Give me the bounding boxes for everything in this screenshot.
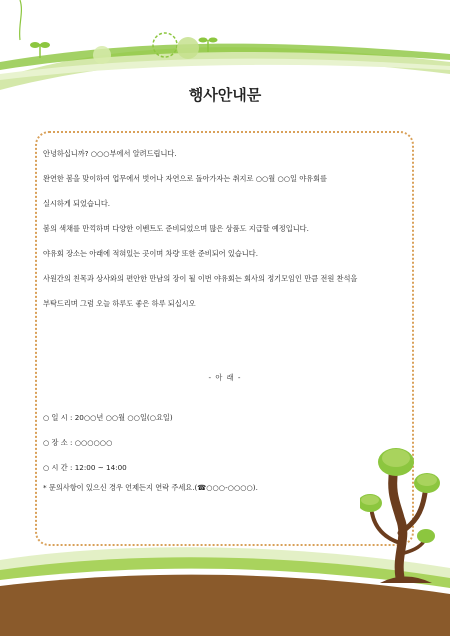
detail-time: ○ 시 간 : 12:00 ~ 14:00: [43, 463, 127, 472]
paragraph: 안녕하십니까? ○○○부에서 알려드립니다.: [43, 149, 177, 158]
circle-decoration: [177, 37, 199, 59]
paragraph: 부탁드리며 그럼 오늘 하루도 좋은 하루 되십시오: [43, 299, 196, 308]
paragraph: 봄의 색채를 만끽하며 다양한 이벤트도 준비되었으며 많은 상품도 지급할 예정입니다.: [43, 224, 309, 233]
circle-decoration: [93, 46, 111, 64]
contact-note: * 문의사항이 있으신 경우 언제든지 연락 주세요.(☎○○○-○○○○).: [43, 483, 258, 492]
notice-heading: - 아 래 -: [208, 373, 242, 382]
tree-illustration: [360, 438, 450, 588]
paragraph: 실시하게 되었습니다.: [43, 199, 111, 208]
body-text: [43, 141, 403, 316]
paragraph: 야유회 장소는 아래에 적혀있는 곳이며 차량 또한 준비되어 있습니다.: [43, 249, 258, 258]
paragraph: 완연한 봄을 맞이하여 업무에서 벗어나 자연으로 돌아가자는 취지로 ○○월 ○○일 야유회를: [43, 174, 328, 183]
detail-place: ○ 장 소 : ○○○○○○: [43, 438, 113, 447]
event-details: [43, 405, 173, 480]
paragraph: 사원간의 친목과 상사와의 편안한 만남의 장이 될 이번 야유회는 회사의 정기모임인 만큼 전원 찬석을: [43, 274, 358, 283]
detail-date: ○ 일 시 : 20○○년 ○○월 ○○일(○요일): [43, 413, 173, 422]
page-title: 행사안내문: [188, 86, 262, 104]
